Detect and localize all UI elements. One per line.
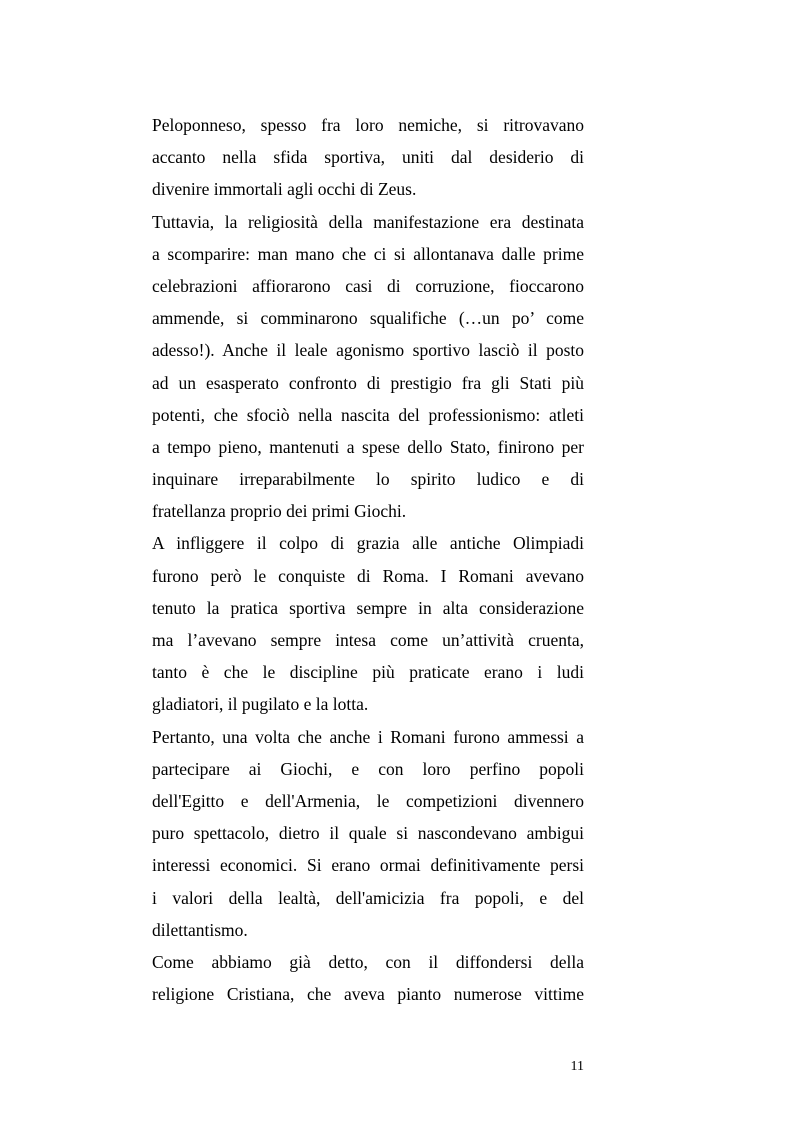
text-line: gladiatori, il pugilato e la lotta. [152,694,369,715]
text-line: Pertanto, una volta che anche i Romani furono ammessi a [152,726,584,747]
text-line: tanto è che le discipline più praticate erano i ludi [152,662,584,683]
text-line: a scomparire: man mano che ci si allontanava dalle prime [152,243,584,264]
text-line: dell'Egitto e dell'Armenia, le competizioni divennero [152,790,584,811]
text-line: potenti, che sfociò nella nascita del professionismo: atleti [152,404,584,425]
text-line: ma l’avevano sempre intesa come un’attività cruenta, [152,630,584,650]
text-line: furono però le conquiste di Roma. I Romani avevano [152,565,584,586]
text-line: ammende, si comminarono squalifiche (…un po’ come [152,308,584,329]
text-line: i valori della lealtà, dell'amicizia fra popoli, e del [152,887,584,908]
text-line: inquinare irreparabilmente lo spirito ludico e di [152,469,584,490]
text-line: interessi economici. Si erano ormai definitivamente persi [152,855,584,876]
text-line: Come abbiamo già detto, con il diffondersi della [152,951,584,972]
text-line: fratellanza proprio dei primi Giochi. [152,501,407,522]
text-line: celebrazioni affiorarono casi di corruzione, fioccarono [152,275,584,296]
text-line: tenuto la pratica sportiva sempre in alta considerazione [152,597,584,618]
text-line: divenire immortali agli occhi di Zeus. [152,179,417,200]
text-line: accanto nella sfida sportiva, uniti dal desiderio di [152,147,584,168]
text-line: puro spettacolo, dietro il quale si nascondevano ambigui [152,823,584,844]
text-line: partecipare ai Giochi, e con loro perfino popoli [152,758,584,779]
text-line: dilettantismo. [152,919,248,940]
text-line: ad un esasperato confronto di prestigio fra gli Stati più [152,372,584,393]
text-line: A infliggere il colpo di grazia alle antiche Olimpiadi [152,533,584,554]
body-text [152,109,584,1010]
text-line: Peloponneso, spesso fra loro nemiche, si ritrovavano [152,115,584,135]
page-number: 11 [570,1059,584,1074]
text-line: adesso!). Anche il leale agonismo sportivo lasciò il posto [152,340,584,361]
text-line: religione Cristiana, che aveva pianto numerose vittime [152,984,584,1005]
text-line: Tuttavia, la religiosità della manifestazione era destinata [152,211,584,232]
text-line: a tempo pieno, mantenuti a spese dello Stato, finirono per [152,436,584,457]
